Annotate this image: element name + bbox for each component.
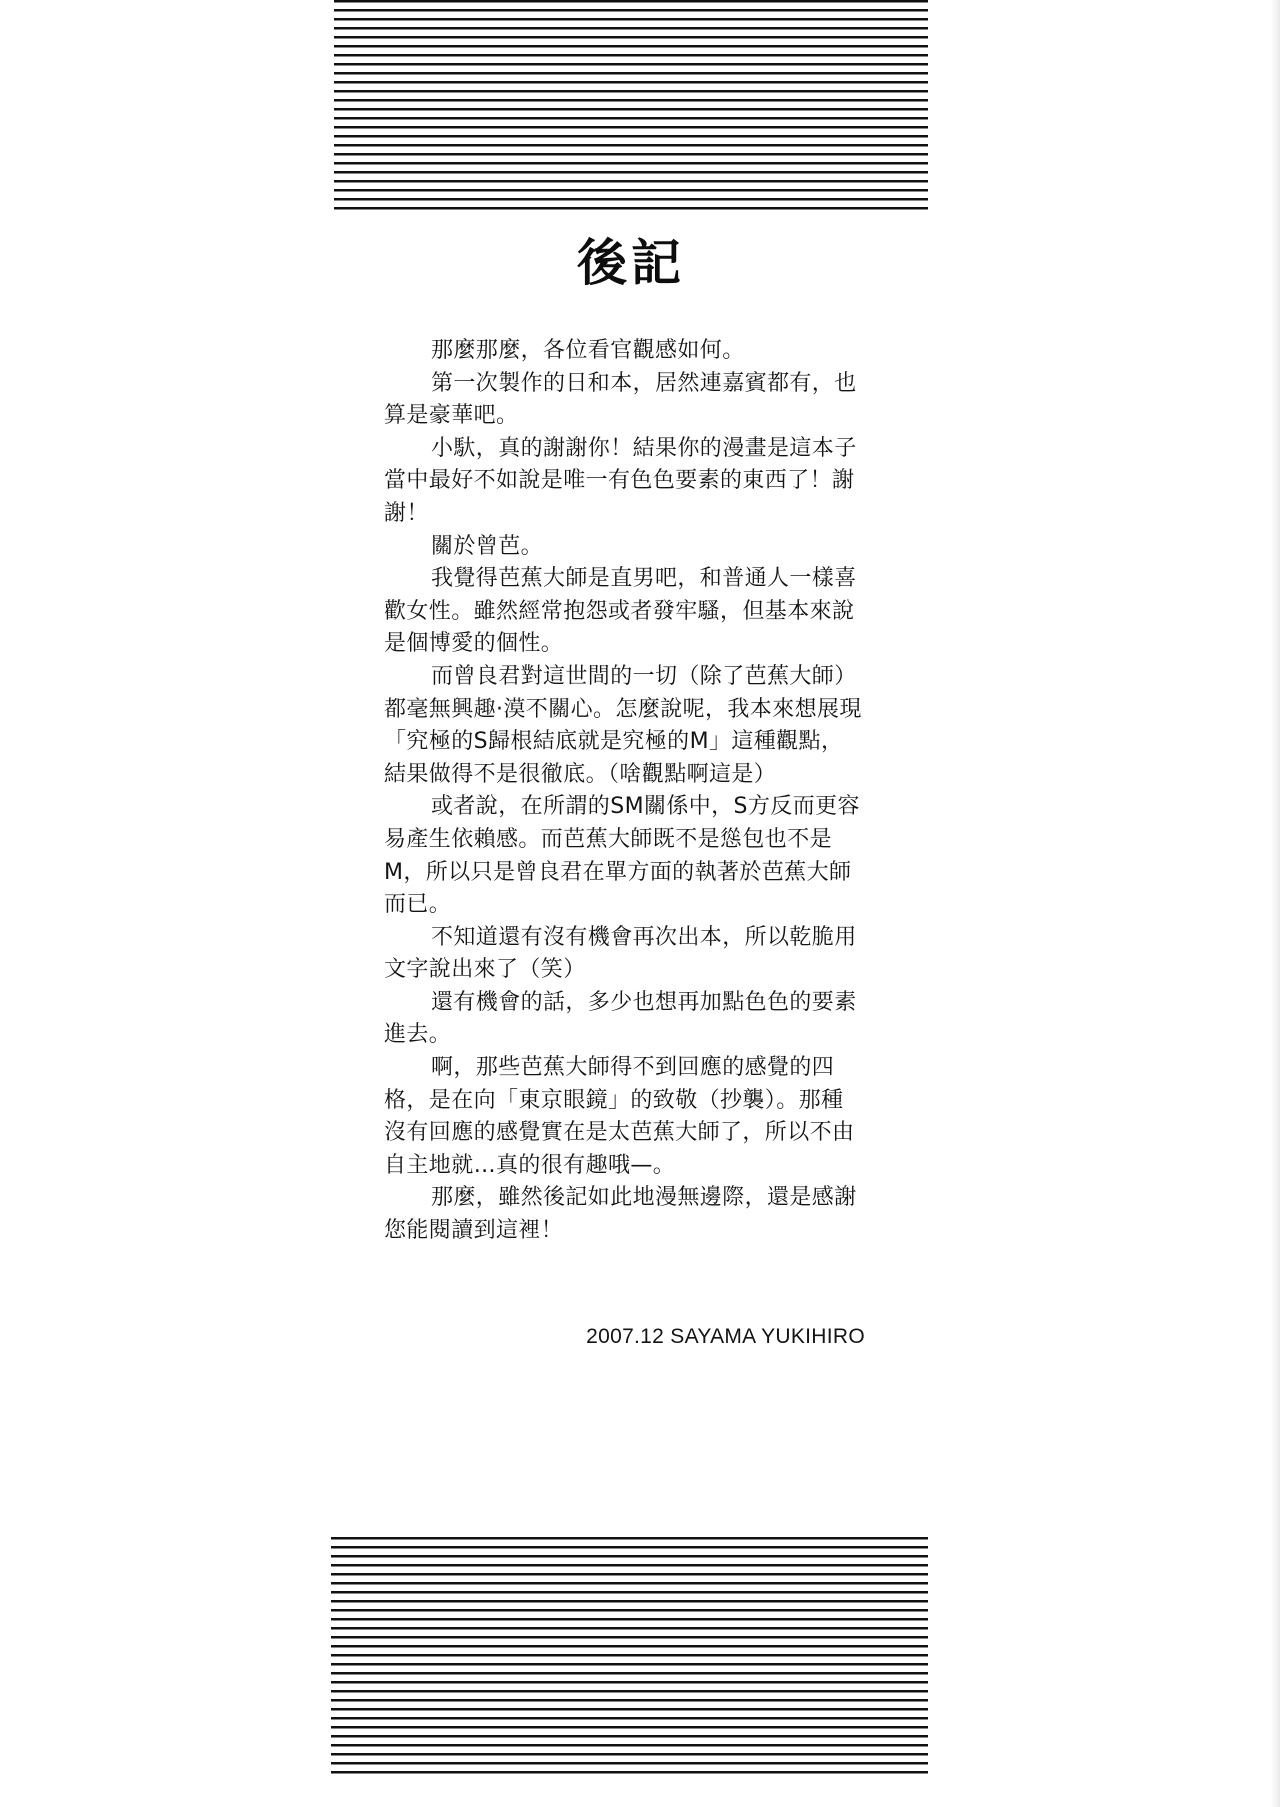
top-stripe-decoration (334, 0, 928, 212)
paragraph: 還有機會的話，多少也想再加點色色的要素進去。 (384, 989, 857, 1048)
paragraph: 我覺得芭蕉大師是直男吧，和普通人一樣喜歡女性。雖然經常抱怨或者發牢騷，但基本來說是個博愛的個性。 (384, 566, 857, 657)
paragraph: 小馱，真的謝謝你！結果你的漫畫是這本子當中最好不如說是唯一有色色要素的東西了！謝謝！ (384, 435, 857, 526)
paragraph: 不知道還有沒有機會再次出本，所以乾脆用文字說出來了（笑） (384, 924, 857, 983)
paragraph: 或者說，在所謂的SM關係中，S方反而更容易產生依賴感。而芭蕉大師既不是慫包也不是M，所以只是曾良君在單方面的執著於芭蕉大師而已。 (384, 794, 860, 918)
paragraph: 第一次製作的日和本，居然連嘉賓都有，也算是豪華吧。 (384, 370, 857, 429)
page-edge-shadow (1270, 0, 1280, 1807)
author-signature: 2007.12 SAYAMA YUKIHIRO (586, 1325, 865, 1348)
page-title: 後記 (577, 234, 685, 292)
paragraph: 而曾良君對這世間的一切（除了芭蕉大師）都毫無興趣·漠不關心。怎麼說呢，我本來想展現「究極的S歸根結底就是究極的M」這種觀點，結果做得不是很徹底。（啥觀點啊這是） (384, 663, 862, 787)
paragraph: 那麼那麼，各位看官觀感如何。 (431, 338, 745, 363)
paragraph: 那麼，雖然後記如此地漫無邊際，還是感謝您能閱讀到這裡！ (384, 1185, 857, 1244)
bottom-stripe-decoration (331, 1537, 928, 1775)
paragraph: 關於曾芭。 (431, 533, 544, 559)
afterword-body (384, 335, 864, 1248)
paragraph: 啊，那些芭蕉大師得不到回應的感覺的四格，是在向「東京眼鏡」的致敬（抄襲）。那種沒有回應的感覺實在是太芭蕉大師了，所以不由自主地就…真的很有趣哦—。 (384, 1055, 855, 1178)
